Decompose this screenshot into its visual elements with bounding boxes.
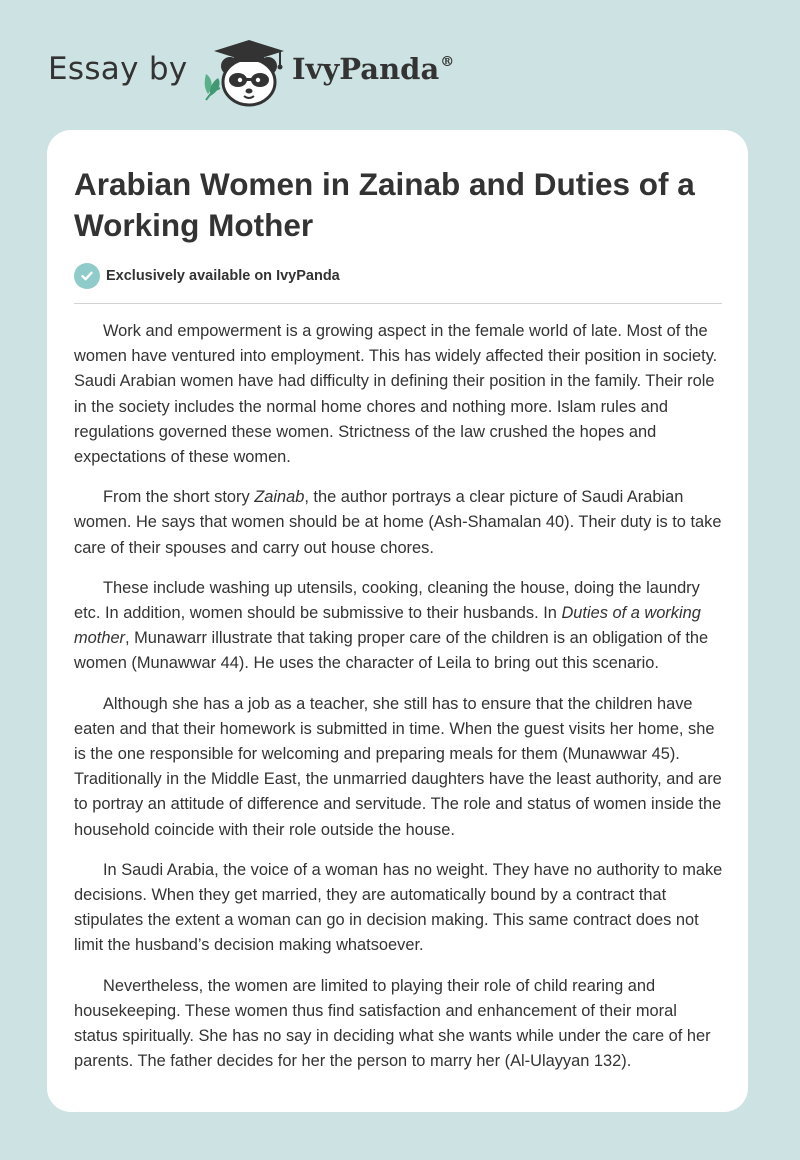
italic-title-duties: Duties of a working mother — [74, 604, 701, 648]
brand-name[interactable]: IvyPanda® — [292, 52, 455, 86]
page-title: Arabian Women in Zainab and Duties of a Working Mother — [74, 166, 695, 243]
essay-body — [74, 319, 724, 1089]
paragraph-5: In Saudi Arabia, the voice of a woman has no weight. They have no authority to make decisions. When they get married, they are automatically bound by a contract that stipulates the extent a woman can go in decision making. This same contract does not limit the husband’s decision making whatsoever. — [74, 860, 723, 955]
panda-graduate-logo-icon[interactable] — [200, 36, 292, 108]
badge-text: Exclusively available on IvyPanda — [106, 268, 340, 284]
divider — [74, 303, 722, 304]
paragraph-1: Work and empowerment is a growing aspect in the female world of late. Most of the women have ventured into employment. This has widely affected their position in society. Saudi Arabian women have had difficulty in defining their position in the family. Their role in the society includes the normal home chores and nothing more. Islam rules and regulations governed these women. Strictness of the law crushed the hopes and expectations of these women. — [74, 322, 718, 467]
italic-title-zainab: Zainab — [254, 488, 305, 507]
paragraph-6: Nevertheless, the women are limited to playing their role of child rearing and housekeeping. These women thus find satisfaction and enhancement of their moral status spiritually. She has no say in deciding what she wants while under the care of her parents. The father decides for her the person to marry her (Al-Ulayyan 132). — [74, 976, 711, 1071]
check-icon — [74, 263, 100, 289]
paragraph-3: These include washing up utensils, cooking, cleaning the house, doing the laundry etc. In addition, women should be submissive to their husbands. In Duties of a working mother, Munawarr illustrate that taking proper care of the children is an obligation of the women (Munawwar 44). He uses the character of Leila to bring out this scenario. — [74, 578, 709, 673]
essay-card — [47, 130, 748, 1112]
registered-mark: ® — [440, 54, 455, 70]
essay-by-label: Essay by — [48, 51, 188, 87]
paragraph-4: Although she has a job as a teacher, she still has to ensure that the children have eaten and that their homework is submitted in time. When the guest visits her home, she is the one responsible for welcoming and preparing meals for them (Munawwar 45). Traditionally in the Middle East, the unmarried daughters have the least authority, and are to portray an attitude of difference and servitude. The role and status of women inside the household coincide with their role outside the house. — [74, 694, 722, 839]
site-header — [48, 30, 748, 110]
paragraph-2: From the short story Zainab, the author portrays a clear picture of Saudi Arabian women. He says that women should be at home (Ash-Shamalan 40). Their duty is to take care of their spouses and carry out house chores. — [74, 488, 722, 557]
exclusive-badge — [74, 263, 340, 289]
